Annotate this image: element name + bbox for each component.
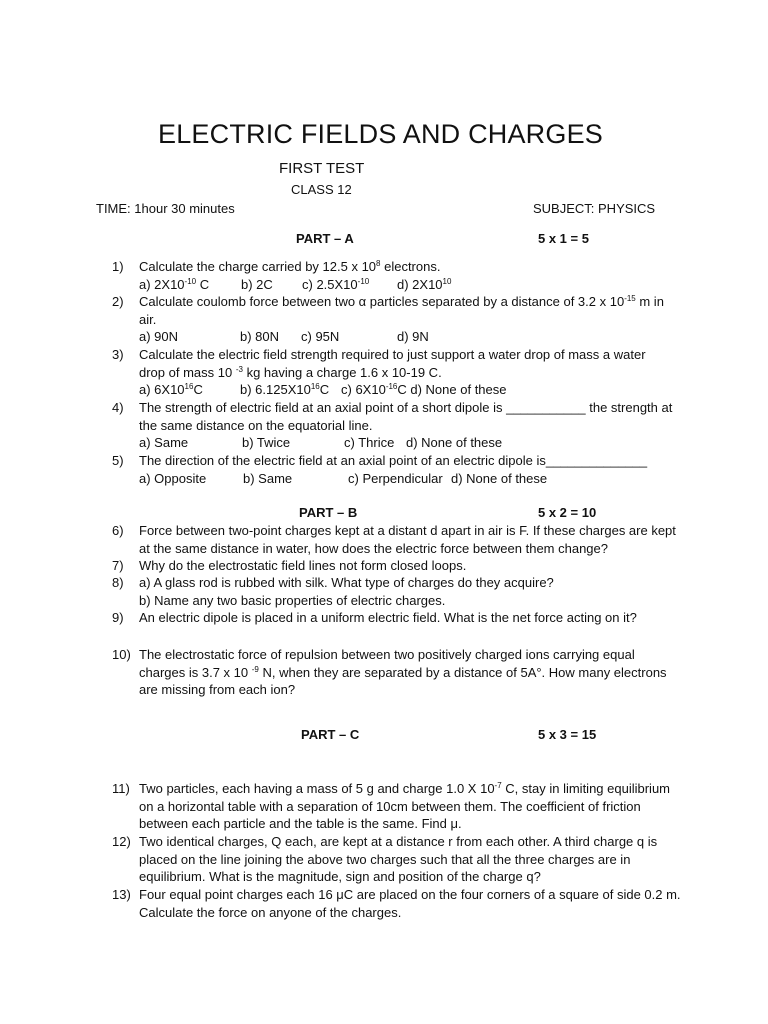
option-a: a) $6X10^{16}C$ <box>139 382 203 397</box>
question-number: 12) <box>112 834 131 849</box>
option-d: d) $2X10^{10}$ <box>397 276 452 292</box>
option-b: b) Same <box>243 470 293 486</box>
page-title: ELECTRIC FIELDS AND CHARGES <box>158 119 603 149</box>
option-b: b) 80N <box>240 329 280 344</box>
option-a: a) $2X10^{-10}$ C <box>139 276 210 292</box>
question-number: 2) <box>112 294 124 309</box>
question-text-cont: b) Name any two basic properties of electric charges. <box>139 592 446 608</box>
question-number: 6) <box>112 523 124 538</box>
question-number: 1) <box>112 259 124 274</box>
question-text-cont: air. <box>139 311 157 327</box>
option-b: b) 2C <box>241 276 273 292</box>
question-text-cont: charges is 3.7 x 10 $^{-9}$ N, when they are separated by a distance of 5A°. How many electrons <box>139 664 667 680</box>
answer-options <box>139 328 696 346</box>
question-text-cont: are missing from each ion? <box>139 682 296 697</box>
question-5 <box>96 452 696 487</box>
question-text: An electric dipole is placed in a uniform electric field. What is the net force acting on it? <box>139 610 637 625</box>
question-number: 9) <box>112 610 124 625</box>
subject-label: SUBJECT: PHYSICS <box>533 201 656 216</box>
question-text: Two identical charges, Q each, are kept at a distance r from each other. A third charge q is <box>139 834 658 849</box>
question-number: 5) <box>112 453 124 468</box>
part-a-marks: 5 x 1 = 5 <box>538 231 589 246</box>
question-text: Why do the electrostatic field lines not form closed loops. <box>139 558 467 573</box>
question-text: Two particles, each having a mass of 5 g and charge 1.0 X $10^{-7}$ C, stay in limiting equilibrium <box>139 781 671 796</box>
question-text-cont: Calculate the force on anyone of the charges. <box>139 904 402 920</box>
option-c: c) 95N <box>301 329 340 344</box>
question-8 <box>96 574 696 609</box>
question-text: Four equal point charges each 16 μC are placed on the four corners of a square of side 0.2 m. <box>139 887 681 902</box>
question-number: 8) <box>112 575 124 590</box>
option-a: a) Same <box>139 435 189 450</box>
question-2 <box>96 293 696 346</box>
answer-options <box>139 276 696 294</box>
question-text-cont: at the same distance in water, how does the electric force between them change? <box>139 540 608 556</box>
question-number: 4) <box>112 400 124 415</box>
test-subtitle: FIRST TEST <box>279 160 365 177</box>
question-10 <box>96 646 696 699</box>
part-b-title: PART – B <box>299 505 358 520</box>
part-a-title: PART – A <box>296 231 354 246</box>
time-label: TIME: 1hour 30 minutes <box>96 201 235 216</box>
option-c: c) Perpendicular <box>348 470 443 486</box>
option-a: a) Opposite <box>139 470 207 486</box>
question-number: 3) <box>112 347 124 362</box>
question-4 <box>96 399 696 452</box>
part-b-marks: 5 x 2 = 10 <box>538 505 597 520</box>
question-6 <box>96 522 696 557</box>
question-text-cont: drop of mass 10 $^{-3}$ kg having a charge 1.6 x 10-19 C. <box>139 364 442 380</box>
question-text: Calculate coulomb force between two α particles separated by a distance of 3.2 x $10^{-15}$ m in <box>139 294 664 309</box>
part-c-marks: 5 x 3 = 15 <box>538 727 597 742</box>
question-7 <box>96 557 696 575</box>
option-c: c) Thrice <box>344 435 395 450</box>
question-1 <box>96 258 696 293</box>
question-number: 11) <box>112 781 130 796</box>
question-11 <box>96 780 696 833</box>
question-text: Calculate the charge carried by 12.5 x $10^8$ electrons. <box>139 259 441 274</box>
question-number: 7) <box>112 558 124 573</box>
question-number: 10) <box>112 647 131 662</box>
option-d: d) None of these <box>451 470 548 486</box>
question-text-cont: between each particle and the table is the same. Find μ. <box>139 816 462 831</box>
question-text: The electrostatic force of repulsion between two positively charged ions carrying equal <box>139 647 635 662</box>
answer-options <box>139 381 696 399</box>
question-number: 13) <box>112 887 131 902</box>
option-b: b) $6.125X10^{16}C$ <box>240 382 330 397</box>
option-b: b) Twice <box>242 435 291 450</box>
question-text-cont: on a horizontal table with a separation of 10cm between them. The coefficient of friction <box>139 798 641 814</box>
option-d: d) None of these <box>406 435 503 450</box>
question-text-cont: placed on the line joining the above two charges such that all the three charges are in <box>139 851 631 867</box>
question-text: The direction of the electric field at an axial point of an electric dipole is______________ <box>139 453 648 468</box>
question-text: Force between two-point charges kept at a distant d apart in air is F. If these charges are kept <box>139 523 676 538</box>
class-label: CLASS 12 <box>291 182 352 197</box>
question-text: a) A glass rod is rubbed with silk. What type of charges do they acquire? <box>139 575 554 590</box>
option-d: d) 9N <box>397 329 429 344</box>
question-text: The strength of electric field at an axial point of a short dipole is ___________ the strength at <box>139 400 673 415</box>
question-3 <box>96 346 696 399</box>
option-c-d: c) $6X10^{-16}C$ d) None of these <box>341 382 507 397</box>
option-c: c) $2.5X10^{-10}$ <box>302 276 370 292</box>
answer-options <box>139 434 696 452</box>
question-9 <box>96 609 696 627</box>
question-12 <box>96 833 696 886</box>
question-text-cont: the same distance on the equatorial line. <box>139 417 373 433</box>
option-a: a) 90N <box>139 329 179 344</box>
question-text: Calculate the electric field strength required to just support a water drop of mass a water <box>139 347 646 362</box>
answer-options <box>139 470 696 488</box>
question-13 <box>96 886 696 921</box>
question-text-cont: equilibrium. What is the magnitude, sign and position of the charge q? <box>139 869 541 884</box>
part-c-title: PART – C <box>301 727 360 742</box>
